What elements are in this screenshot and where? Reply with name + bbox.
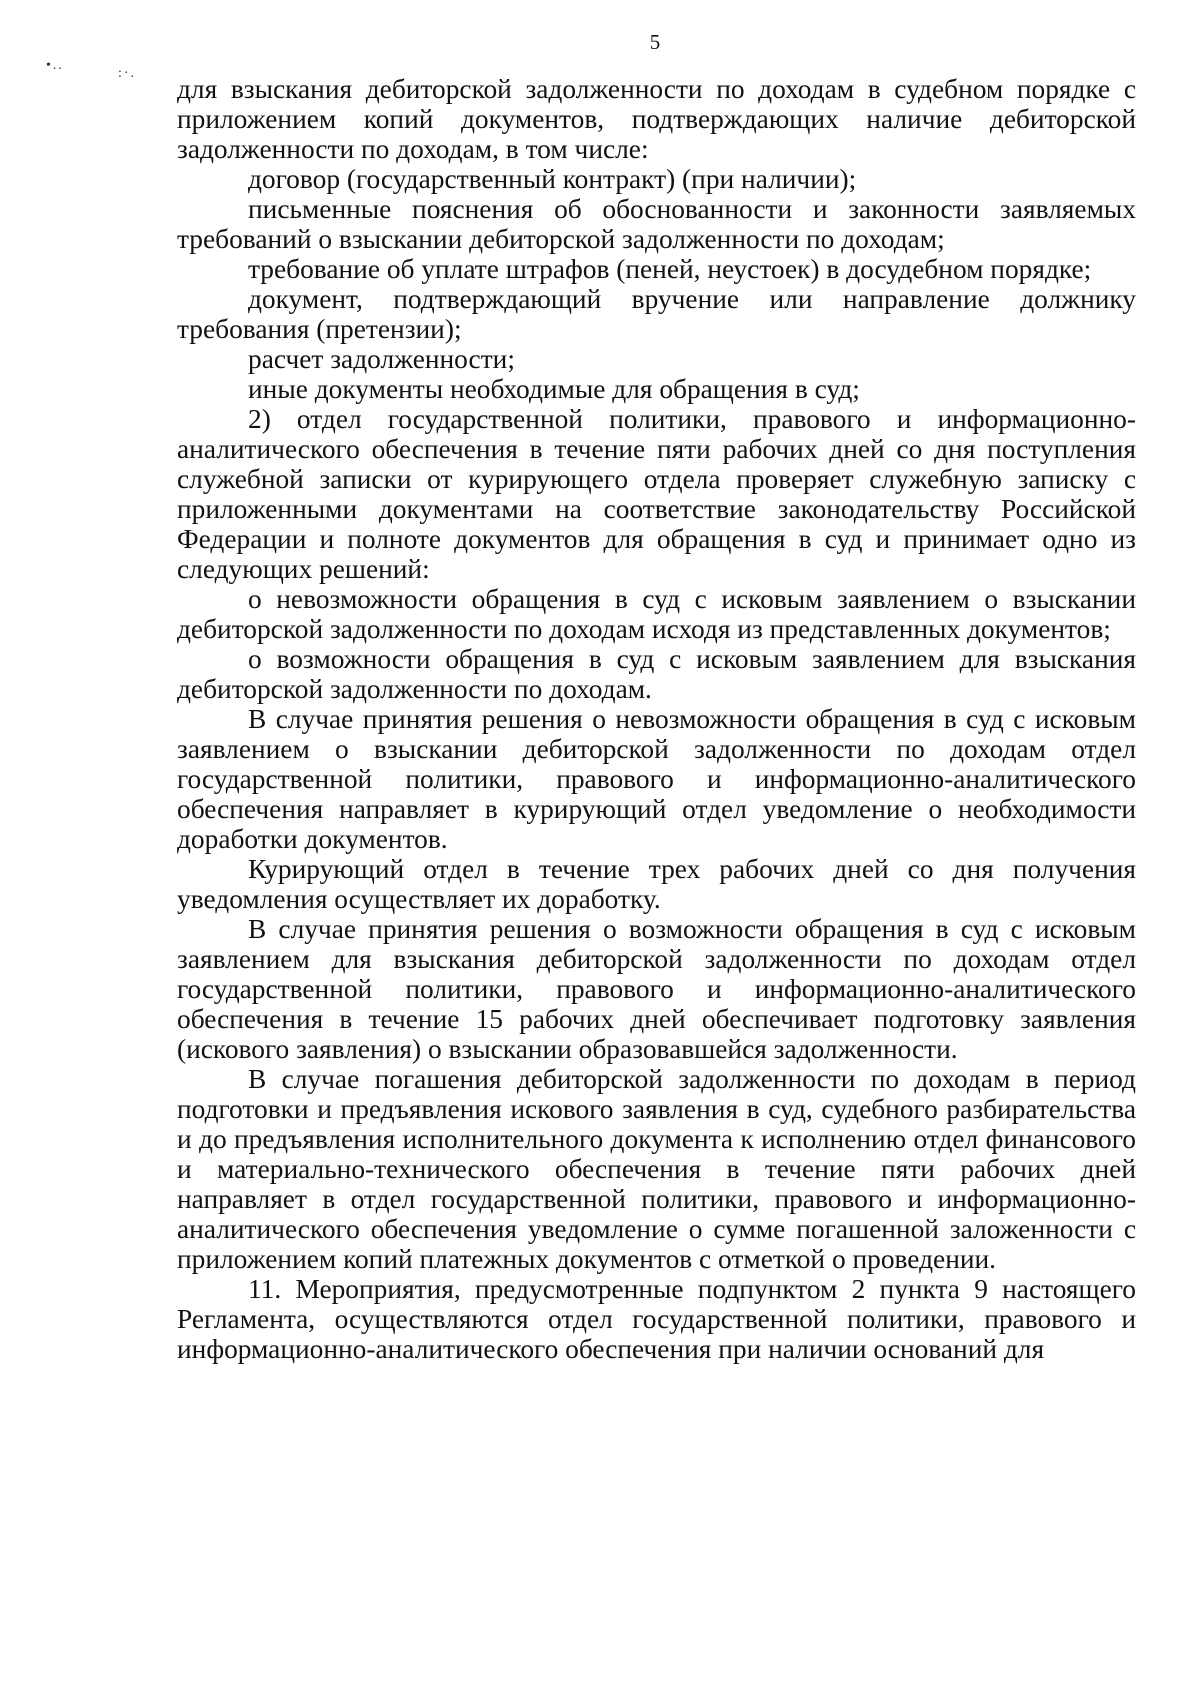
- paragraph: договор (государственный контракт) (при наличии);: [248, 164, 857, 194]
- paragraph: В случае погашения дебиторской задолженности по доходам в период подготовки и предъявления искового заявления в суд, судебного разбирательства и до предъявления исполнительного документа к исполнению отдел финансового и материально-технического обеспечения в течение пяти рабочих дней направляет в отдел государственной политики, правового и информационно-аналитического обеспечения уведомление о сумме погашенной заложенности с приложением копий платежных документов с отметкой о проведении.: [177, 1064, 1136, 1274]
- paragraph: 2) отдел государственной политики, правового и информационно-аналитического обеспечения в течение пяти рабочих дней со дня поступления служебной записки от курирующего отдела проверяет служебную записку с приложенными документами на соответствие законодательству Российской Федерации и полноте документов для обращения в суд и принимает одно из следующих решений:: [177, 404, 1136, 584]
- paragraph: В случае принятия решения о невозможности обращения в суд с исковым заявлением о взыскании дебиторской задолженности по доходам отдел государственной политики, правового и информационно-аналитического обеспечения направляет в курирующий отдел уведомление о необходимости доработки документов.: [177, 704, 1136, 854]
- paragraph: 11. Мероприятия, предусмотренные подпунктом 2 пункта 9 настоящего Регламента, осуществляются отдел государственной политики, правового и информационно-аналитического обеспечения при наличии оснований для: [177, 1274, 1136, 1364]
- paragraph: о невозможности обращения в суд с исковым заявлением о взыскании дебиторской задолженности по доходам исходя из представленных документов;: [177, 584, 1136, 644]
- document-body: [177, 74, 1136, 1364]
- scan-artifact: :·.: [118, 66, 137, 81]
- paragraph: расчет задолженности;: [248, 344, 515, 374]
- paragraph: о возможности обращения в суд с исковым заявлением для взыскания дебиторской задолженности по доходам.: [177, 644, 1136, 704]
- page-number: 5: [649, 30, 661, 54]
- paragraph: документ, подтверждающий вручение или направление должнику требования (претензии);: [177, 284, 1136, 344]
- paragraph: Курирующий отдел в течение трех рабочих дней со дня получения уведомления осуществляет их доработку.: [177, 854, 1136, 914]
- paragraph: требование об уплате штрафов (пеней, неустоек) в досудебном порядке;: [248, 254, 1092, 284]
- paragraph: иные документы необходимые для обращения в суд;: [248, 374, 860, 404]
- scan-artifact: •..: [46, 58, 64, 73]
- paragraph: В случае принятия решения о возможности обращения в суд с исковым заявлением для взыскания дебиторской задолженности по доходам отдел государственной политики, правового и информационно-аналитического обеспечения в течение 15 рабочих дней обеспечивает подготовку заявления (искового заявления) о взыскании образовавшейся задолженности.: [177, 914, 1136, 1064]
- paragraph: для взыскания дебиторской задолженности по доходам в судебном порядке с приложением копий документов, подтверждающих наличие дебиторской задолженности по доходам, в том числе:: [177, 74, 1136, 164]
- paragraph: письменные пояснения об обоснованности и законности заявляемых требований о взыскании дебиторской задолженности по доходам;: [177, 194, 1136, 254]
